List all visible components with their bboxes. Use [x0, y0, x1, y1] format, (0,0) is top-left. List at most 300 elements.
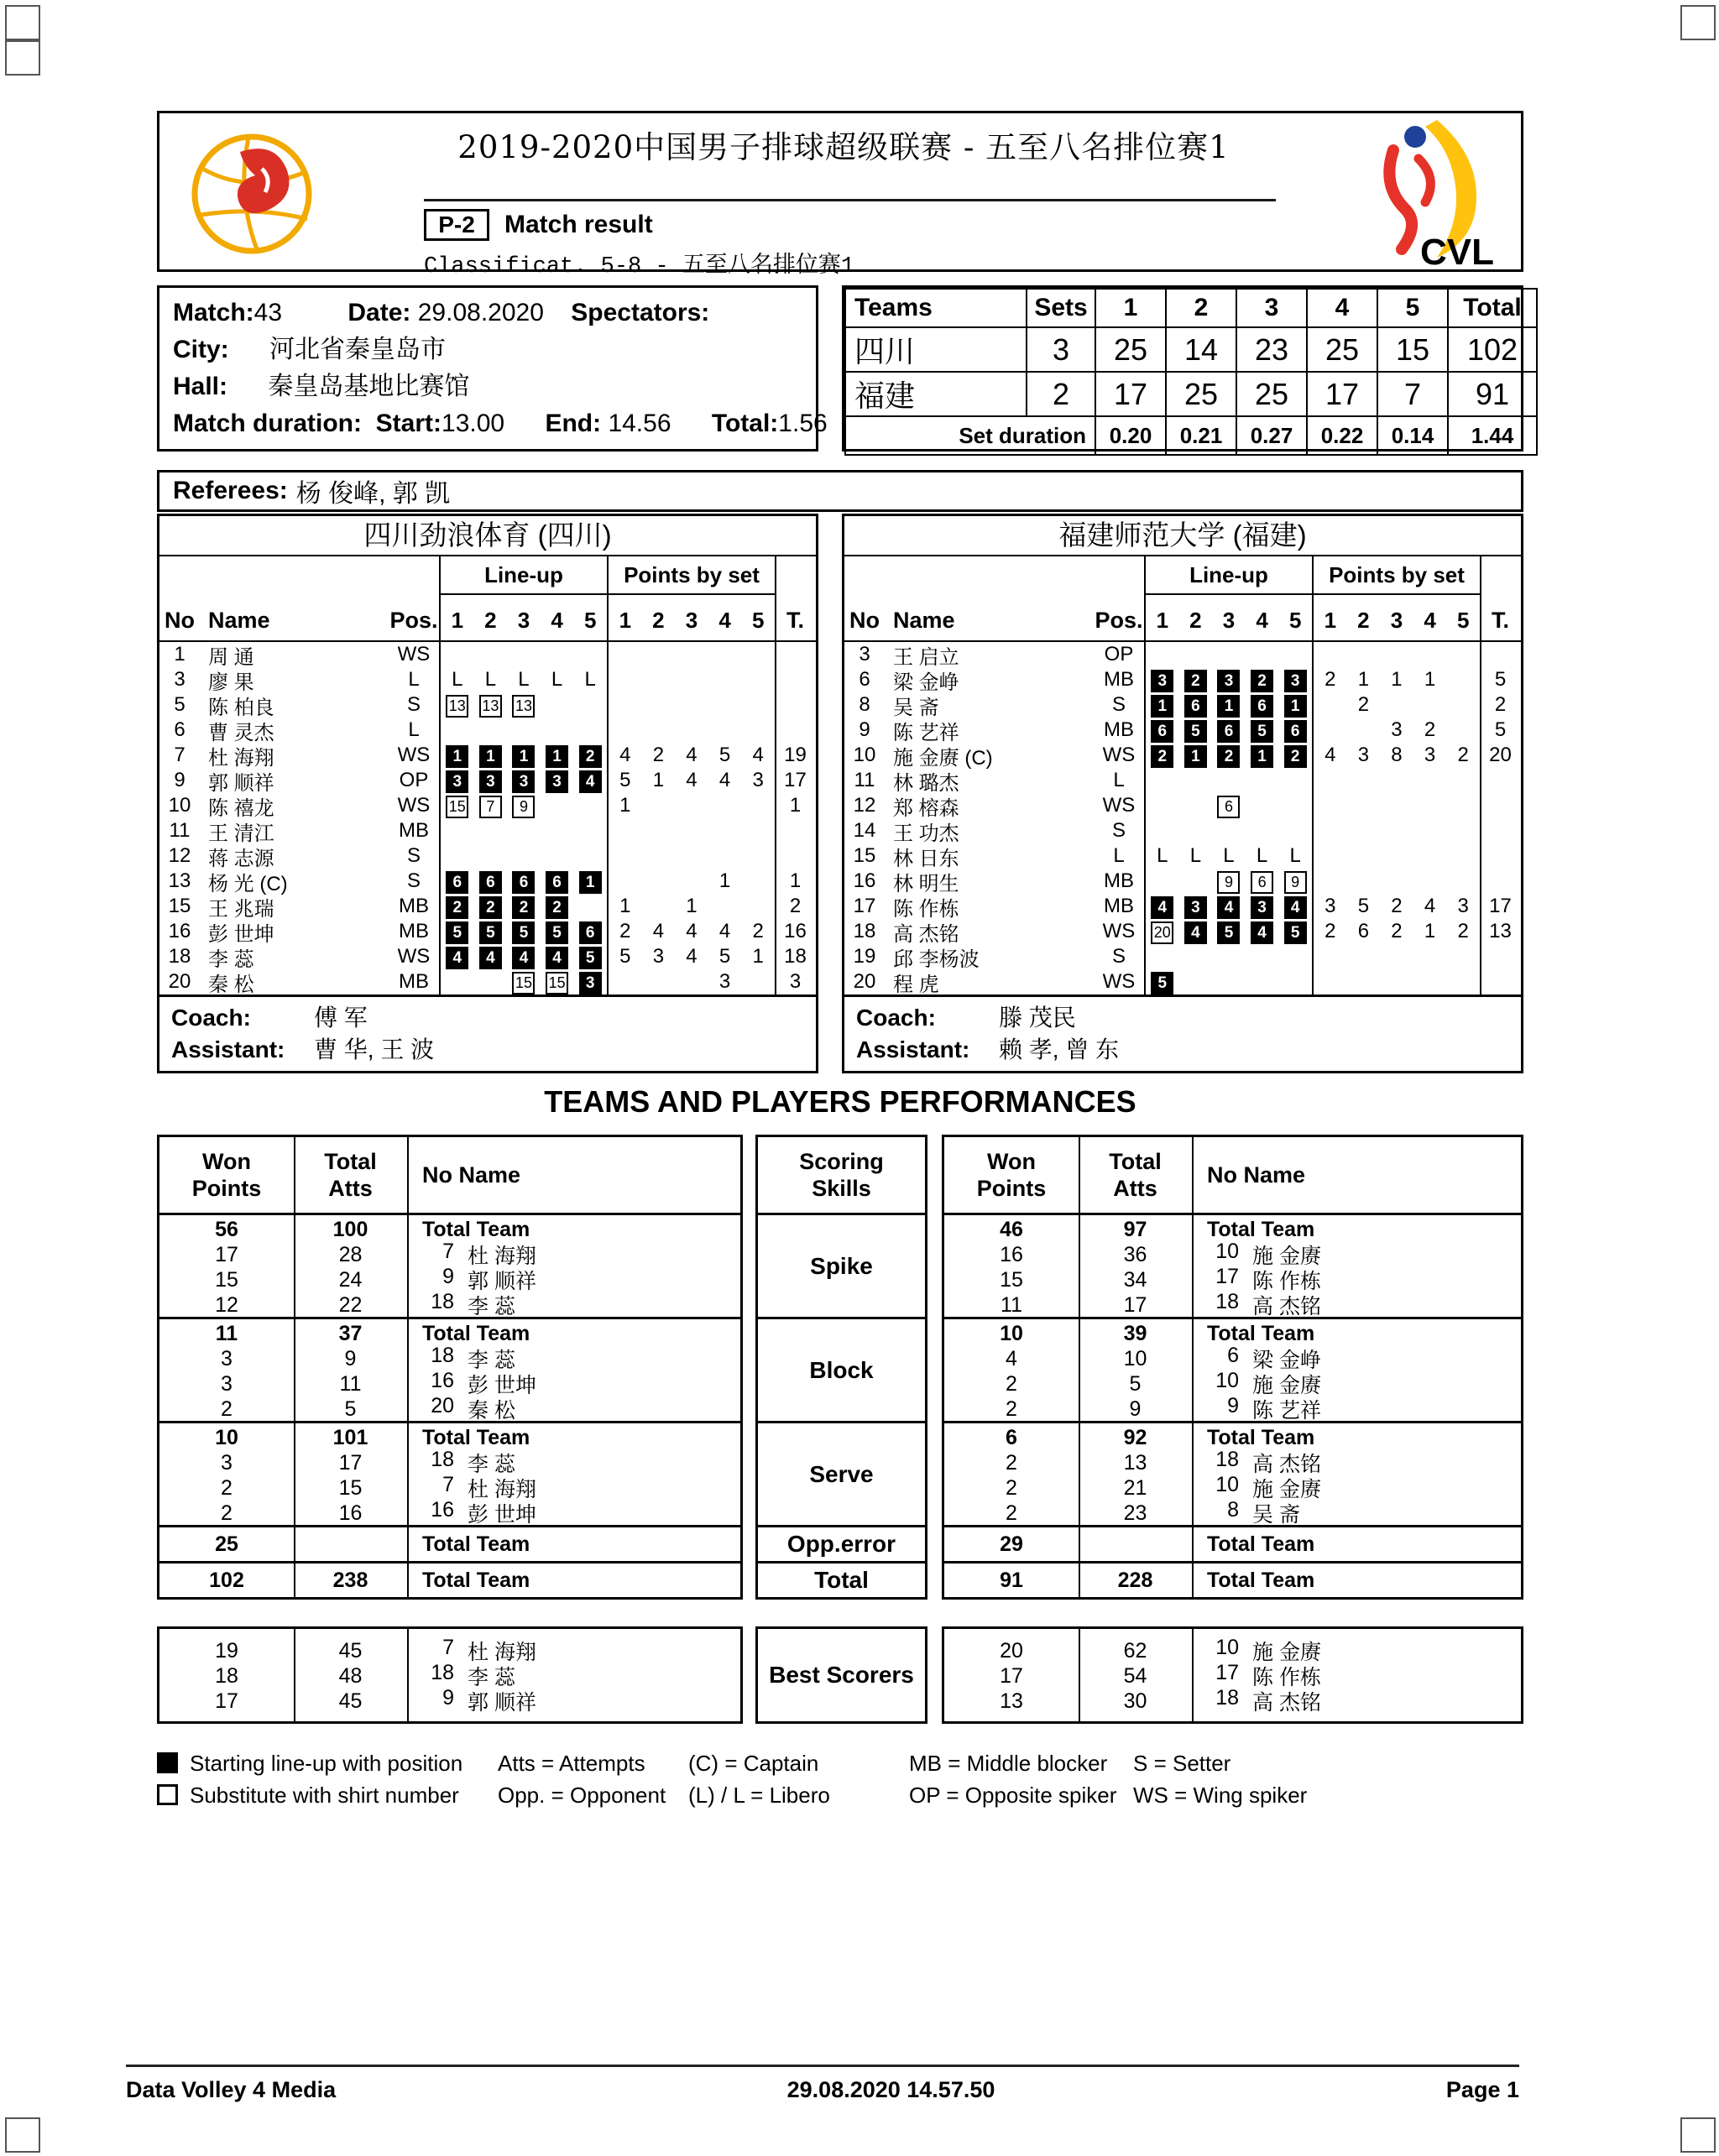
lineup-cell: [1278, 895, 1312, 919]
player-total-points: [1480, 843, 1519, 869]
points-cell: 5: [718, 945, 731, 968]
won-points: 12: [215, 1292, 238, 1317]
starting-position-square: 4: [1151, 896, 1173, 919]
set-col-header: 5: [583, 608, 597, 633]
player-name: 蒋 志源: [208, 847, 274, 870]
skill-serve-label: Serve: [758, 1423, 925, 1527]
legend-item: Opp. = Opponent: [498, 1782, 666, 1808]
serve-player-row: [944, 1450, 1521, 1475]
points-cell: 1: [619, 895, 631, 917]
legend-item: (L) / L = Libero: [688, 1782, 830, 1808]
player-number: 15: [168, 895, 191, 917]
referees-label: Referees:: [173, 477, 288, 504]
total-atts: 45: [338, 1638, 363, 1663]
lineup-cells: [439, 793, 607, 818]
lineup-cell: L: [584, 668, 596, 691]
page-footer: [126, 2065, 1519, 2103]
lineup-cell: [573, 869, 607, 894]
player-position: MB: [399, 970, 429, 993]
starting-position-square: 1: [546, 745, 568, 768]
lineup-cells: [439, 843, 607, 869]
player-ref: Total Team: [422, 1217, 530, 1241]
player-total-points: 17: [1480, 894, 1519, 919]
player-name: 彭 世坤: [468, 1374, 536, 1397]
footer-page-number: Page 1: [1445, 2077, 1519, 2102]
player-number: 9: [442, 1265, 454, 1288]
points-cells: [1312, 818, 1480, 843]
lineup-cell: [1146, 744, 1179, 768]
player-number: 18: [1215, 1448, 1239, 1471]
starting-position-square: 1: [512, 745, 535, 768]
starting-position-square: 1: [446, 745, 468, 768]
lineup-cells: [439, 894, 607, 919]
score-header-row: [845, 289, 1537, 327]
player-total-points: [1480, 642, 1519, 667]
points-cells: [607, 642, 775, 667]
starting-position-square: 5: [479, 921, 502, 944]
points-cell: 2: [1391, 920, 1403, 942]
points-cells: [1312, 718, 1480, 743]
lineup-cell: [474, 945, 508, 969]
header-total-atts: Total Atts: [1109, 1149, 1162, 1201]
points-cell: 3: [1325, 895, 1336, 917]
set-4-points: 25: [1307, 327, 1377, 372]
points-cells: [1312, 743, 1480, 768]
player-name: 王 清江: [208, 822, 274, 845]
player-total-points: [775, 642, 814, 667]
total-atts: 48: [338, 1663, 363, 1688]
lineup-cell: [507, 920, 541, 944]
points-cells: [1312, 793, 1480, 818]
assistant-label: Assistant:: [856, 1036, 970, 1062]
player-ref: Total Team: [1207, 1321, 1315, 1345]
roster-player-row: [159, 793, 816, 818]
starting-position-square: 5: [546, 921, 568, 944]
spike-total-row: [159, 1217, 740, 1242]
player-position: S: [406, 869, 421, 892]
player-number: 9: [174, 769, 185, 791]
points-cell: 4: [686, 744, 698, 766]
serve-player-row: [944, 1475, 1521, 1501]
lineup-cell: [541, 970, 574, 994]
set-duration-2: 0.21: [1166, 416, 1236, 455]
player-total-points: [775, 667, 814, 692]
player-name: 陈 艺祥: [1252, 1399, 1321, 1423]
set-col-header: 1: [619, 608, 632, 633]
starting-position-square: 5: [579, 947, 602, 969]
col-set4: 4: [1307, 289, 1377, 327]
points-cell: 4: [686, 945, 698, 968]
lineup-cell: [541, 869, 574, 894]
lineup-cell: [474, 769, 508, 793]
roster-player-row: [844, 692, 1521, 718]
points-cell: 3: [718, 970, 731, 993]
set-2-points: 14: [1166, 327, 1236, 372]
player-number: 16: [853, 869, 876, 892]
performances-heading: TEAMS AND PLAYERS PERFORMANCES: [544, 1084, 1136, 1119]
player-total-points: [775, 843, 814, 869]
lineup-cell: L: [1256, 844, 1268, 867]
skill-opp-error-label: Opp.error: [758, 1527, 925, 1563]
match-info-panel: [157, 285, 828, 452]
lineup-cell: [1246, 869, 1279, 894]
opp-error-total: [159, 1532, 530, 1557]
substitute-shirt-square: 20: [1151, 921, 1173, 944]
lineup-cells: [439, 718, 607, 743]
lineup-cell: [1278, 744, 1312, 768]
lineup-cell: [1246, 895, 1279, 919]
lineup-cell: [1246, 693, 1279, 718]
lineup-cells: [1144, 743, 1312, 768]
lineup-cell: [507, 970, 541, 994]
set-col-header: 3: [685, 608, 698, 633]
lineup-cells: [439, 919, 607, 944]
player-total-points: 5: [1480, 718, 1519, 743]
skill-spike-label: Spike: [758, 1215, 925, 1319]
col-total: Total: [1448, 289, 1537, 327]
lineup-cell: [573, 970, 607, 994]
roster-player-row: [844, 718, 1521, 743]
points-cell: 4: [686, 920, 698, 942]
lineup-cell: [1246, 668, 1279, 692]
player-name: 陈 作栋: [1252, 1666, 1321, 1689]
player-number: 18: [168, 945, 191, 968]
player-number: 17: [1215, 1265, 1239, 1288]
cva-volleyball-logo-icon: [188, 118, 321, 269]
points-cell: 2: [1391, 895, 1403, 917]
points-cells: [607, 768, 775, 793]
spike-player-row: [159, 1292, 740, 1318]
crop-mark: [5, 40, 40, 76]
set-5-points: 15: [1377, 327, 1448, 372]
best-scorers-away: [942, 1626, 1523, 1724]
player-ref: Total Team: [1207, 1217, 1315, 1241]
lineup-cells: [439, 667, 607, 692]
best-scorers-label-box: Best Scorers: [755, 1626, 927, 1724]
coach-name: 滕 茂民: [999, 1005, 1076, 1031]
total-atts: 9: [1129, 1396, 1142, 1421]
header-no: No: [849, 608, 880, 633]
spike-player-row: [944, 1242, 1521, 1267]
starting-position-square: 4: [1284, 896, 1307, 919]
header-no: No: [165, 608, 195, 633]
set-duration-3: 0.27: [1236, 416, 1307, 455]
lineup-cell: [1146, 693, 1179, 718]
player-total-points: 5: [1480, 667, 1519, 692]
player-number: 16: [431, 1369, 454, 1392]
points-cell: 3: [752, 769, 764, 791]
player-total-points: 13: [1480, 919, 1519, 944]
starting-position-square: 4: [579, 770, 602, 793]
points-cells: [607, 818, 775, 843]
starting-position-square: 6: [446, 871, 468, 894]
score-team-row: [845, 327, 1537, 372]
points-set-columns: [609, 595, 775, 640]
won-points: 2: [221, 1475, 233, 1500]
total-atts: 97: [1123, 1217, 1147, 1241]
player-position: MB: [1104, 895, 1134, 917]
points-cell: 5: [619, 769, 631, 791]
lineup-cell: [541, 895, 574, 919]
lineup-cell: [1179, 744, 1213, 768]
total-atts: 37: [338, 1321, 363, 1345]
roster-player-row: [844, 869, 1521, 894]
player-ref: [1192, 1686, 1521, 1716]
player-position: S: [1111, 693, 1126, 716]
player-number: 7: [442, 1473, 454, 1496]
player-total-points: [1480, 793, 1519, 818]
player-number: 11: [854, 769, 875, 791]
roster-player-row: [159, 969, 816, 994]
points-cell: 3: [1357, 744, 1370, 766]
lineup-set-columns: [1146, 595, 1312, 640]
legend: [157, 1747, 1584, 1811]
starting-position-square: 3: [446, 770, 468, 793]
footer-timestamp: 29.08.2020 14.57.50: [786, 2077, 995, 2102]
substitute-shirt-square: 6: [1251, 871, 1273, 894]
player-number: 5: [174, 693, 185, 716]
starting-position-square: 6: [1184, 695, 1207, 718]
points-cell: 3: [1457, 895, 1469, 917]
total-atts: 28: [338, 1242, 363, 1266]
player-name: 高 杰铭: [893, 922, 959, 946]
lineup-cell: [573, 744, 607, 768]
player-number: 18: [1215, 1686, 1239, 1710]
total-atts: 34: [1123, 1267, 1147, 1292]
starting-position-square: 3: [1284, 670, 1307, 692]
black-square-icon: [157, 1752, 178, 1773]
lineup-cells: [1144, 718, 1312, 743]
player-position: L: [1113, 769, 1125, 791]
starting-position-square: 2: [1217, 745, 1240, 768]
lineup-cells: [1144, 843, 1312, 869]
classification-line: Classificat. 5-8 - 五至八名排位赛1: [424, 254, 855, 279]
player-ref: [407, 1498, 740, 1528]
total-row: [944, 1563, 1521, 1597]
player-ref: Total Team: [1207, 1532, 1315, 1556]
points-cell: 1: [1424, 920, 1436, 942]
player-number: 10: [1215, 1240, 1239, 1263]
player-name: 林 日东: [893, 847, 959, 870]
won-points: 2: [1006, 1475, 1017, 1500]
player-number: 10: [168, 794, 191, 817]
points-cells: [607, 944, 775, 969]
coach-section: [844, 994, 1521, 1071]
player-ref: [1192, 1394, 1521, 1424]
column-divider: [294, 1137, 295, 1597]
lineup-cell: [1212, 794, 1246, 818]
total-atts: 11: [339, 1371, 362, 1396]
player-total-points: 2: [775, 894, 814, 919]
substitute-shirt-square: 9: [1284, 871, 1307, 894]
lineup-cell: [1278, 920, 1312, 944]
report-code-badge: P-2: [424, 209, 489, 241]
starting-position-square: 3: [1251, 896, 1273, 919]
player-name: 彭 世坤: [208, 922, 274, 946]
player-total-points: 16: [775, 919, 814, 944]
player-number: 8: [1227, 1498, 1239, 1522]
lineup-cell: [1146, 970, 1179, 994]
player-number: 6: [1227, 1344, 1239, 1367]
player-number: 18: [1215, 1290, 1239, 1313]
starting-position-square: 6: [579, 921, 602, 944]
starting-position-square: 3: [1184, 896, 1207, 919]
starting-position-square: 2: [1184, 670, 1207, 692]
player-number: 20: [853, 970, 876, 993]
player-total-points: 1: [775, 869, 814, 894]
player-position: OP: [399, 769, 429, 791]
total-row: [159, 1563, 740, 1597]
lineup-cell: [1146, 718, 1179, 743]
set-3-points: 23: [1236, 327, 1307, 372]
best-scorer-row: [944, 1663, 1521, 1689]
grand-total: [944, 1568, 1314, 1593]
starting-position-square: 4: [512, 947, 535, 969]
won-points: 17: [215, 1689, 238, 1713]
won-points: 19: [215, 1638, 238, 1663]
won-points: 3: [221, 1346, 233, 1370]
serve-player-row: [159, 1450, 740, 1475]
player-number: 18: [431, 1661, 454, 1684]
points-cell: 4: [1424, 895, 1436, 917]
points-cell: 2: [1325, 920, 1336, 942]
player-name: 杜 海翔: [468, 1245, 536, 1268]
total-atts: 21: [1123, 1475, 1147, 1500]
lineup-cell: L: [1157, 844, 1168, 867]
roster-player-row: [844, 743, 1521, 768]
lineup-cells: [1144, 869, 1312, 894]
player-name: 陈 作栋: [1252, 1270, 1321, 1293]
player-position: S: [1111, 945, 1126, 968]
total-atts: 36: [1123, 1242, 1147, 1266]
player-position: WS: [397, 744, 431, 766]
total-atts: 24: [338, 1267, 363, 1292]
substitute-shirt-square: 9: [1217, 871, 1240, 894]
won-points: 3: [221, 1371, 233, 1396]
won-points: 16: [1000, 1242, 1023, 1266]
points-cell: 8: [1391, 744, 1403, 766]
starting-position-square: 3: [479, 770, 502, 793]
column-divider: [1192, 1137, 1194, 1597]
lineup-cell: L: [484, 668, 497, 691]
points-cells: [1312, 642, 1480, 667]
won-points: 2: [221, 1396, 233, 1421]
won-points: 17: [215, 1242, 238, 1266]
block-section: [159, 1319, 740, 1423]
block-player-row: [944, 1396, 1521, 1422]
start-value: 13.00: [442, 410, 505, 437]
total-atts: 17: [1123, 1292, 1147, 1317]
date-label: Date:: [347, 299, 411, 326]
team-name: 四川: [845, 327, 1027, 372]
legend-item: MB = Middle blocker: [909, 1750, 1108, 1776]
lineup-cell: L: [1289, 844, 1301, 867]
won-points: 10: [215, 1425, 238, 1449]
set-col-header: 4: [1424, 608, 1436, 633]
page-title: 2019-2020中国男子排球超级联赛 - 五至八名排位赛1: [457, 129, 1230, 165]
performance-table-away: [942, 1135, 1523, 1600]
starting-position-square: 6: [512, 871, 535, 894]
lineup-cells: [439, 642, 607, 667]
points-cells: [607, 919, 775, 944]
set-5-points: 7: [1377, 372, 1448, 416]
lineup-cell: [507, 769, 541, 793]
total-atts: 228: [1117, 1568, 1153, 1592]
skill-total-label: Total: [814, 1567, 869, 1593]
player-name: 林 明生: [893, 872, 959, 895]
lineup-cells: [439, 944, 607, 969]
header-name: Name: [208, 608, 270, 633]
total-points: 91: [1448, 372, 1537, 416]
report-code-row: [424, 209, 653, 241]
starting-position-square: 5: [1251, 720, 1273, 743]
points-cells: [1312, 969, 1480, 994]
starting-position-square: 1: [1284, 695, 1307, 718]
player-ref: Total Team: [422, 1425, 530, 1449]
spectators-label: Spectators:: [571, 299, 710, 326]
assistant-label: Assistant:: [171, 1036, 285, 1062]
block-player-row: [944, 1346, 1521, 1371]
player-name: 陈 艺祥: [893, 721, 959, 744]
won-points: 17: [1000, 1663, 1023, 1688]
block-player-row: [944, 1371, 1521, 1396]
spike-section: [944, 1215, 1521, 1319]
spike-player-row: [159, 1242, 740, 1267]
starting-position-square: 1: [579, 871, 602, 894]
points-cells: [607, 718, 775, 743]
player-name: 陈 作栋: [893, 897, 959, 921]
best-scorer-row: [159, 1663, 740, 1689]
player-name: 王 功杰: [893, 822, 959, 845]
player-name: 周 通: [208, 645, 254, 669]
col-set3: 3: [1236, 289, 1307, 327]
lineup-cell: [1212, 744, 1246, 768]
player-number: 8: [859, 693, 870, 716]
points-cell: 1: [1391, 668, 1403, 691]
points-cell: 3: [1391, 718, 1403, 741]
set-col-header: 3: [517, 608, 530, 633]
total-atts: 39: [1123, 1321, 1147, 1345]
starting-position-square: 2: [512, 896, 535, 919]
crop-mark: [5, 5, 40, 40]
footer-app-name: Data Volley 4 Media: [126, 2077, 337, 2102]
lineup-cells: [1144, 692, 1312, 718]
lineup-cell: [1212, 668, 1246, 692]
points-cell: 5: [619, 945, 631, 968]
lineup-cell: [474, 895, 508, 919]
player-name: 廖 果: [208, 671, 254, 694]
set-col-header: 5: [751, 608, 765, 633]
points-cell: 3: [652, 945, 665, 968]
header-lineup: Line-up: [441, 556, 607, 595]
substitute-shirt-square: 9: [512, 796, 535, 818]
lineup-cell: [441, 693, 474, 718]
lineup-cell: [1179, 895, 1213, 919]
col-set1: 1: [1095, 289, 1166, 327]
player-name: 陈 柏良: [208, 696, 274, 719]
player-position: MB: [399, 920, 429, 942]
player-number: 18: [853, 920, 876, 942]
player-number: 17: [853, 895, 876, 917]
roster-player-row: [844, 793, 1521, 818]
player-position: WS: [397, 794, 431, 817]
lineup-cell: [1146, 920, 1179, 944]
set-duration-5: 0.14: [1377, 416, 1448, 455]
points-cell: 5: [1357, 895, 1370, 917]
roster-player-row: [159, 818, 816, 843]
player-total-points: 19: [775, 743, 814, 768]
player-ref: [1192, 1290, 1521, 1320]
